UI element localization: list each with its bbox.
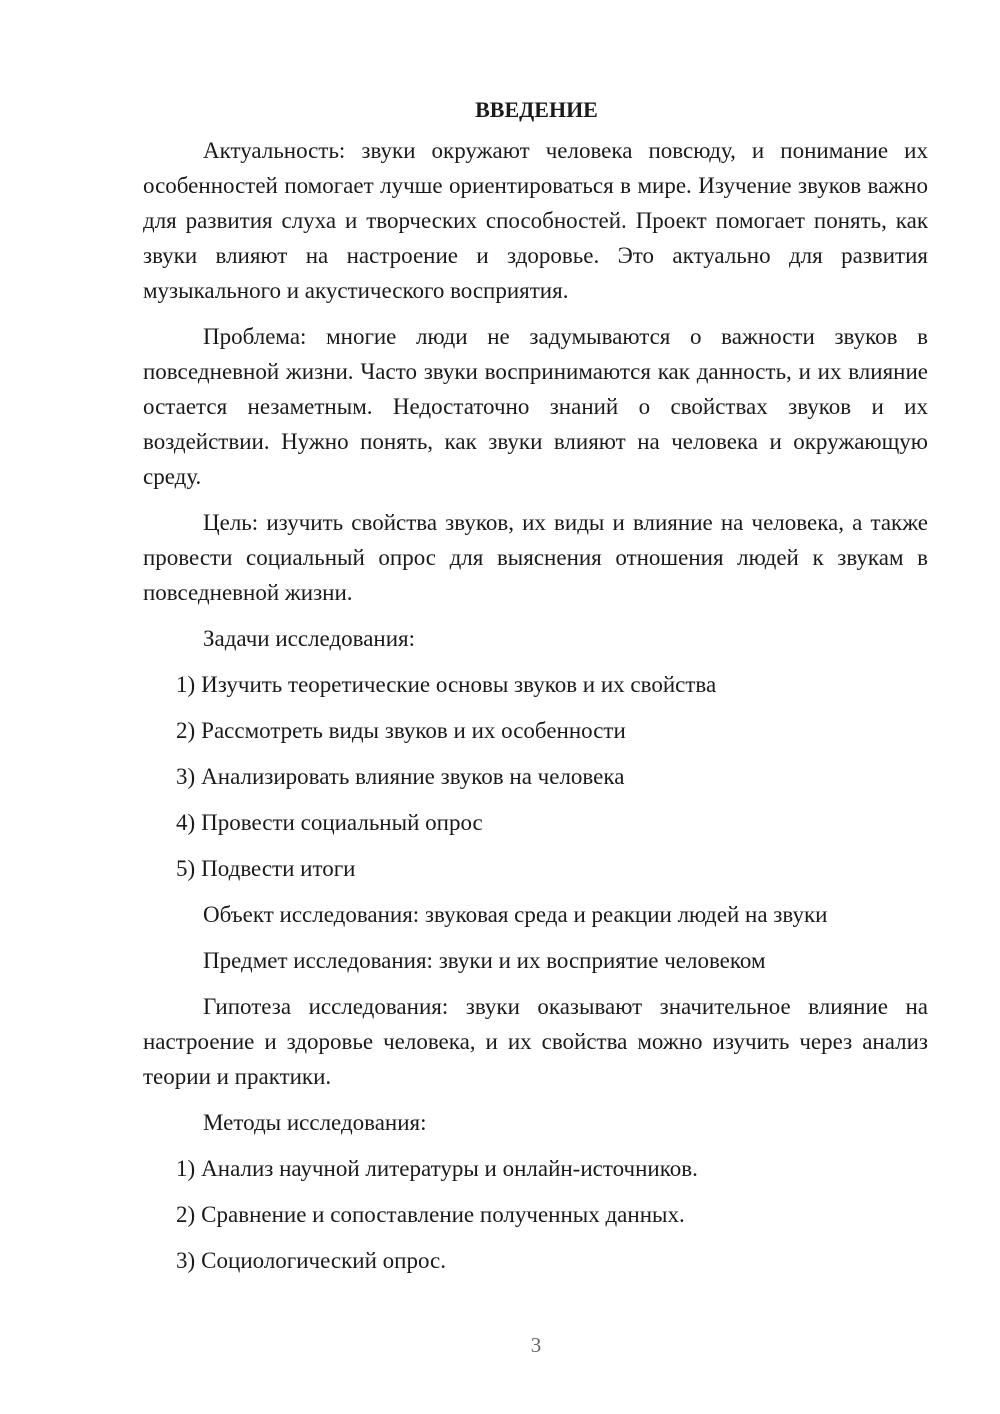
list-item bbox=[143, 713, 928, 748]
relevance-paragraph: Актуальность: звуки окружают человека повсюду, и понимание их особенностей помогает лучше ориентироваться в мире. Изучение звуков важно для развития слуха и творческих способностей. Проект помогает понять, как звуки влияют на настроение и здоровье. Это актуально для развития музыкального и акустического восприятия. bbox=[143, 138, 928, 303]
list-item-number: 4) bbox=[176, 810, 196, 835]
list-item-number: 2) bbox=[176, 1202, 196, 1227]
list-item-number: 5) bbox=[176, 856, 196, 881]
hypothesis-paragraph: Гипотеза исследования: звуки оказывают значительное влияние на настроение и здоровье человека, и их свойства можно изучить через анализ теории и практики. bbox=[143, 994, 928, 1089]
methods-list bbox=[143, 1151, 928, 1278]
list-item-text: Анализ научной литературы и онлайн-источников. bbox=[201, 1156, 698, 1181]
list-item-text: Анализировать влияние звуков на человека bbox=[201, 764, 625, 789]
list-item-text: Подвести итоги bbox=[201, 856, 356, 881]
list-item bbox=[143, 1243, 928, 1278]
document-page bbox=[143, 92, 928, 1289]
tasks-heading: Задачи исследования: bbox=[203, 626, 416, 651]
goal-paragraph: Цель: изучить свойства звуков, их виды и влияние на человека, а также провести социальный опрос для выяснения отношения людей к звукам в повседневной жизни. bbox=[143, 510, 928, 605]
list-item-text: Рассмотреть виды звуков и их особенности bbox=[201, 718, 626, 743]
list-item-text: Социологический опрос. bbox=[201, 1248, 446, 1273]
problem-paragraph: Проблема: многие люди не задумываются о важности звуков в повседневной жизни. Часто звуки воспринимаются как данность, и их влияние остается незаметным. Недостаточно знаний о свойствах звуков и их воздействии. Нужно понять, как звуки влияют на человека и окружающую среду. bbox=[143, 324, 928, 489]
list-item bbox=[143, 805, 928, 840]
list-item-number: 2) bbox=[176, 718, 196, 743]
list-item-text: Провести социальный опрос bbox=[201, 810, 483, 835]
list-item bbox=[143, 1197, 928, 1232]
list-item bbox=[143, 667, 928, 702]
list-item-number: 1) bbox=[176, 672, 196, 697]
methods-heading: Методы исследования: bbox=[203, 1110, 427, 1135]
object-line: Объект исследования: звуковая среда и реакции людей на звуки bbox=[203, 902, 828, 927]
tasks-list bbox=[143, 667, 928, 886]
list-item-text: Изучить теоретические основы звуков и их свойства bbox=[201, 672, 717, 697]
subject-line: Предмет исследования: звуки и их восприятие человеком bbox=[203, 948, 766, 973]
list-item-number: 3) bbox=[176, 764, 196, 789]
list-item-text: Сравнение и сопоставление полученных данных. bbox=[201, 1202, 685, 1227]
list-item-number: 1) bbox=[176, 1156, 196, 1181]
list-item bbox=[143, 851, 928, 886]
list-item-number: 3) bbox=[176, 1248, 196, 1273]
list-item bbox=[143, 759, 928, 794]
page-number: 3 bbox=[530, 1333, 542, 1357]
section-title: ВВЕДЕНИЕ bbox=[475, 97, 598, 122]
list-item bbox=[143, 1151, 928, 1186]
